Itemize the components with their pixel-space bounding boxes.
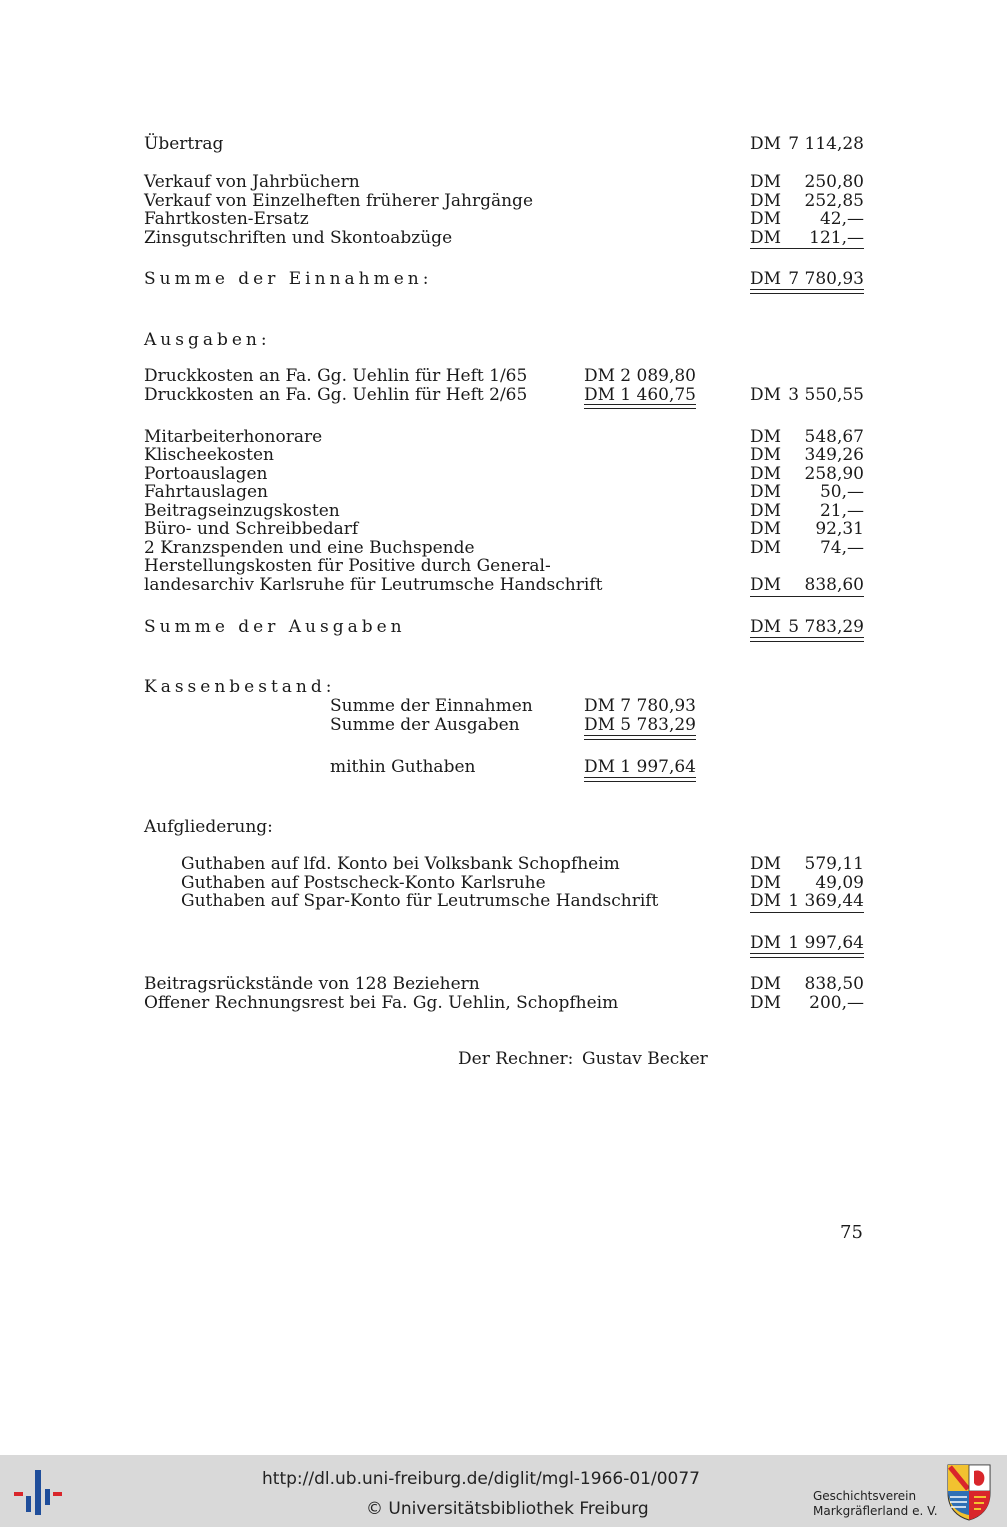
breakdown-total-amount: 1 997,64 [788, 933, 864, 953]
expense-item-label: Mitarbeiterhonorare [144, 427, 323, 447]
currency-label: DM [584, 366, 616, 386]
total-double-rule [750, 289, 864, 294]
currency-label: DM [750, 891, 782, 911]
expenses-heading: Ausgaben: [144, 330, 271, 350]
currency-label: DM [750, 501, 782, 521]
currency-label: DM [584, 715, 616, 735]
income-item-amount: 252,85 [804, 191, 864, 211]
income-item-amount: 250,80 [804, 172, 864, 192]
expense-item-amount: 50,— [819, 482, 864, 502]
currency-label: DM [750, 464, 782, 484]
expense-item-amount: 838,60 [804, 575, 864, 595]
currency-label: DM [750, 993, 782, 1013]
ub-freiburg-logo-icon [14, 1465, 64, 1517]
subtotal-rule [750, 912, 864, 913]
subtotal-rule [750, 596, 864, 597]
expenses-total-amount: 5 783,29 [788, 617, 864, 637]
footer-bar [0, 1455, 1007, 1527]
currency-label: DM [750, 269, 782, 289]
expense-item-amount: 258,90 [804, 464, 864, 484]
income-item-label: Zinsgutschriften und Skontoabzüge [144, 228, 453, 248]
breakdown-item-amount: 579,11 [804, 854, 864, 874]
currency-label: DM [584, 696, 616, 716]
cash-heading: Kassenbestand: [144, 677, 336, 697]
print-total-amount: 3 550,55 [788, 385, 864, 405]
currency-label: DM [750, 385, 782, 405]
org-name-line1: Geschichtsverein [813, 1489, 917, 1503]
currency-label: DM [584, 385, 616, 405]
expense-item-label: Fahrtauslagen [144, 482, 268, 502]
income-item-label: Verkauf von Einzelheften früherer Jahrgänge [144, 191, 533, 211]
cash-income-label: Summe der Einnahmen [330, 696, 533, 716]
document-url-link[interactable]: http://dl.ub.uni-freiburg.de/diglit/mgl-1966-01/0077 [262, 1469, 700, 1489]
breakdown-item-amount: 49,09 [815, 873, 864, 893]
expense-item-amount: 21,— [819, 501, 864, 521]
cash-expense-label: Summe der Ausgaben [330, 715, 520, 735]
income-item-label: Verkauf von Jahrbüchern [144, 172, 360, 192]
cash-balance-label: mithin Guthaben [330, 757, 476, 777]
print-item-amount: 2 089,80 [620, 366, 696, 386]
signature-name: Gustav Becker [582, 1049, 708, 1069]
org-name-line2: Markgräflerland e. V. [813, 1504, 938, 1518]
coat-of-arms-icon [946, 1463, 992, 1521]
currency-label: DM [750, 974, 782, 994]
signature-role: Der Rechner: [458, 1049, 574, 1069]
outstanding-item-label: Beitragsrückstände von 128 Beziehern [144, 974, 480, 994]
income-total-label: Summe der Einnahmen: [144, 269, 433, 289]
expense-item-label: Beitragseinzugskosten [144, 501, 340, 521]
total-double-rule [750, 637, 864, 642]
print-item-amount: 1 460,75 [620, 385, 696, 405]
income-item-amount: 42,— [819, 209, 864, 229]
currency-label: DM [750, 134, 782, 154]
income-total-amount: 7 780,93 [788, 269, 864, 289]
carryover-label: Übertrag [144, 134, 224, 154]
outstanding-item-amount: 838,50 [804, 974, 864, 994]
currency-label: DM [750, 482, 782, 502]
expense-item-label-line1: Herstellungskosten für Positive durch General- [144, 556, 551, 576]
income-item-amount: 121,— [809, 228, 864, 248]
expense-item-label-line2: landesarchiv Karlsruhe für Leutrumsche Handschrift [144, 575, 603, 595]
expense-item-label: Portoauslagen [144, 464, 268, 484]
income-item-label: Fahrtkosten-Ersatz [144, 209, 309, 229]
cash-expense-amount: 5 783,29 [620, 715, 696, 735]
currency-label: DM [750, 191, 782, 211]
currency-label: DM [750, 617, 782, 637]
cash-balance-amount: 1 997,64 [620, 757, 696, 777]
subtotal-double-rule [584, 404, 696, 409]
breakdown-item-label: Guthaben auf Spar-Konto für Leutrumsche Handschrift [181, 891, 659, 911]
subtotal-rule [750, 248, 864, 249]
print-item-label: Druckkosten an Fa. Gg. Uehlin für Heft 1/65 [144, 366, 528, 386]
currency-label: DM [750, 538, 782, 558]
carryover-amount: 7 114,28 [788, 134, 864, 154]
expense-item-amount: 74,— [819, 538, 864, 558]
print-item-label: Druckkosten an Fa. Gg. Uehlin für Heft 2/65 [144, 385, 528, 405]
expense-item-label: Klischeekosten [144, 445, 274, 465]
currency-label: DM [750, 209, 782, 229]
copyright-text: © Universitätsbibliothek Freiburg [366, 1499, 649, 1519]
currency-label: DM [584, 757, 616, 777]
cash-income-amount: 7 780,93 [620, 696, 696, 716]
expense-item-amount: 548,67 [804, 427, 864, 447]
breakdown-item-label: Guthaben auf Postscheck-Konto Karlsruhe [181, 873, 546, 893]
currency-label: DM [750, 445, 782, 465]
currency-label: DM [750, 172, 782, 192]
currency-label: DM [750, 933, 782, 953]
breakdown-item-amount: 1 369,44 [788, 891, 864, 911]
expense-item-label: 2 Kranzspenden und eine Buchspende [144, 538, 475, 558]
currency-label: DM [750, 854, 782, 874]
outstanding-item-label: Offener Rechnungsrest bei Fa. Gg. Uehlin, Schopfheim [144, 993, 619, 1013]
subtotal-double-rule [584, 735, 696, 740]
currency-label: DM [750, 873, 782, 893]
currency-label: DM [750, 519, 782, 539]
expense-item-label: Büro- und Schreibbedarf [144, 519, 359, 539]
total-double-rule [750, 953, 864, 958]
breakdown-heading: Aufgliederung: [144, 817, 273, 837]
currency-label: DM [750, 427, 782, 447]
page-number: 75 [840, 1222, 863, 1243]
outstanding-item-amount: 200,— [809, 993, 864, 1013]
total-double-rule [584, 777, 696, 782]
expense-item-amount: 92,31 [815, 519, 864, 539]
currency-label: DM [750, 575, 782, 595]
currency-label: DM [750, 228, 782, 248]
expense-item-amount: 349,26 [804, 445, 864, 465]
breakdown-item-label: Guthaben auf lfd. Konto bei Volksbank Schopfheim [181, 854, 620, 874]
expenses-total-label: Summe der Ausgaben [144, 617, 406, 637]
